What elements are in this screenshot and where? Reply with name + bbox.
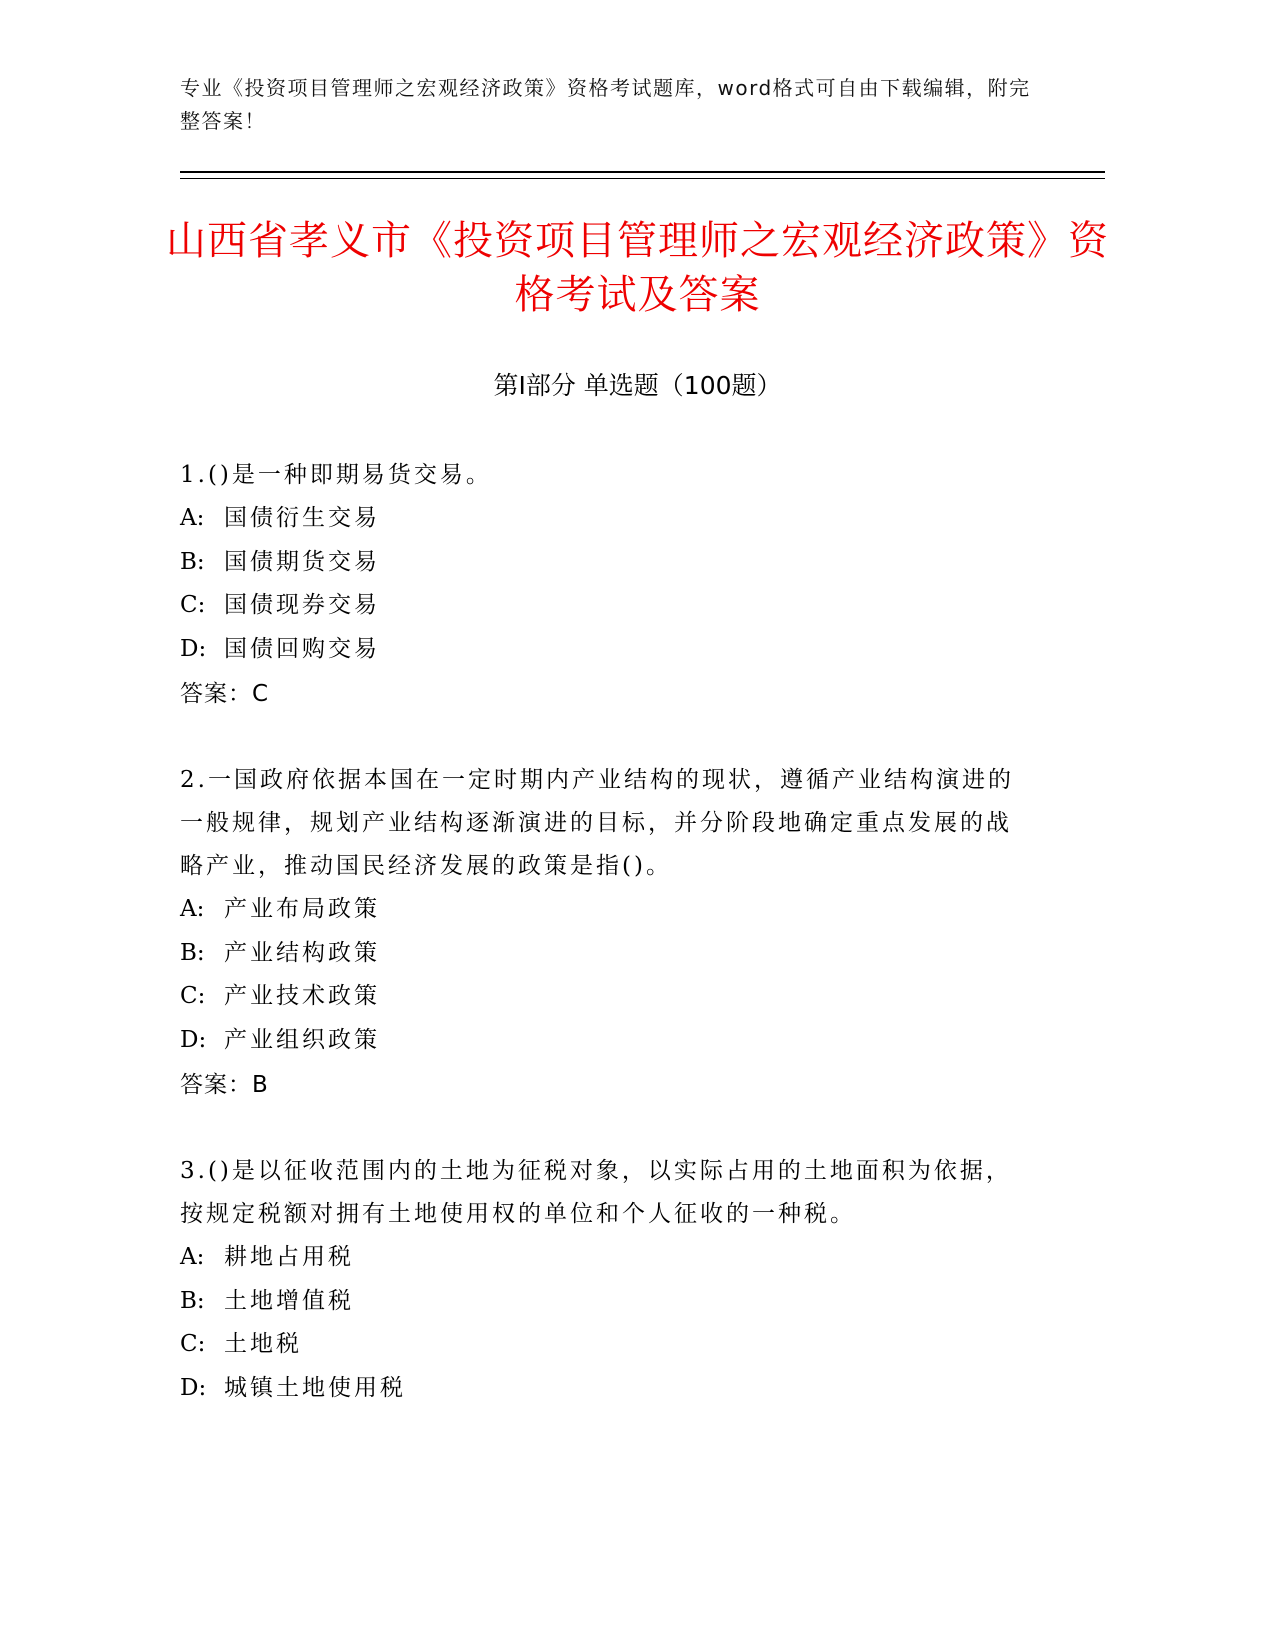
question-1 <box>180 454 1020 717</box>
option-label: B: <box>180 1287 205 1314</box>
option-text: 产业结构政策 <box>224 939 380 966</box>
option-text: 土地税 <box>224 1331 302 1357</box>
option-b <box>180 932 1020 976</box>
option-text: 产业组织政策 <box>224 1026 380 1053</box>
option-b <box>180 541 1020 585</box>
option-label: D: <box>180 635 207 662</box>
option-text: 国债回购交易 <box>224 635 380 662</box>
option-c <box>180 584 1020 628</box>
question-list <box>180 454 1020 1452</box>
option-label: B: <box>180 939 205 966</box>
option-c <box>180 1323 1020 1367</box>
option-text: 产业技术政策 <box>224 983 380 1009</box>
option-d <box>180 1367 1020 1411</box>
option-text: 国债衍生交易 <box>224 505 380 531</box>
option-b <box>180 1280 1020 1324</box>
header-rule-thin <box>180 178 1105 179</box>
option-text: 土地增值税 <box>224 1287 354 1314</box>
question-stem: 2.一国政府依据本国在一定时期内产业结构的现状，遵循产业结构演进的一般规律，规划产业结构逐渐演进的目标，并分阶段地确定重点发展的战略产业，推动国民经济发展的政策是指()。 <box>180 767 1014 879</box>
option-label: B: <box>180 548 205 575</box>
option-label: A: <box>180 1244 205 1270</box>
option-a <box>180 1236 1020 1280</box>
option-text: 国债期货交易 <box>224 548 380 575</box>
option-text: 国债现券交易 <box>224 592 380 618</box>
question-stem: 3.()是以征收范围内的土地为征税对象，以实际占用的土地面积为依据，按规定税额对拥有土地使用权的单位和个人征收的一种税。 <box>180 1158 1012 1227</box>
option-label: A: <box>180 896 205 922</box>
header-rule-thick <box>180 171 1105 173</box>
question-stem: 1.()是一种即期易货交易。 <box>180 462 492 488</box>
answer: 答案：B <box>180 1072 269 1098</box>
option-a <box>180 888 1020 932</box>
question-3 <box>180 1150 1020 1410</box>
option-text: 城镇土地使用税 <box>224 1374 406 1401</box>
answer: 答案：C <box>180 681 270 707</box>
header-note: 专业《投资项目管理师之宏观经济政策》资格考试题库，word格式可自由下载编辑，附完整答案！ <box>180 76 1031 133</box>
section-heading: 第Ⅰ部分 单选题（100题） <box>493 371 782 400</box>
option-label: C: <box>180 983 206 1009</box>
option-text: 产业布局政策 <box>224 896 380 922</box>
option-text: 耕地占用税 <box>224 1244 354 1270</box>
option-label: A: <box>180 505 205 531</box>
option-d <box>180 628 1020 672</box>
question-2 <box>180 759 1020 1108</box>
option-label: D: <box>180 1026 207 1053</box>
option-label: C: <box>180 592 206 618</box>
option-d <box>180 1019 1020 1063</box>
document-title: 山西省孝义市《投资项目管理师之宏观经济政策》资格考试及答案 <box>166 218 1109 318</box>
option-c <box>180 975 1020 1019</box>
option-label: D: <box>180 1374 207 1401</box>
option-a <box>180 497 1020 541</box>
option-label: C: <box>180 1331 206 1357</box>
